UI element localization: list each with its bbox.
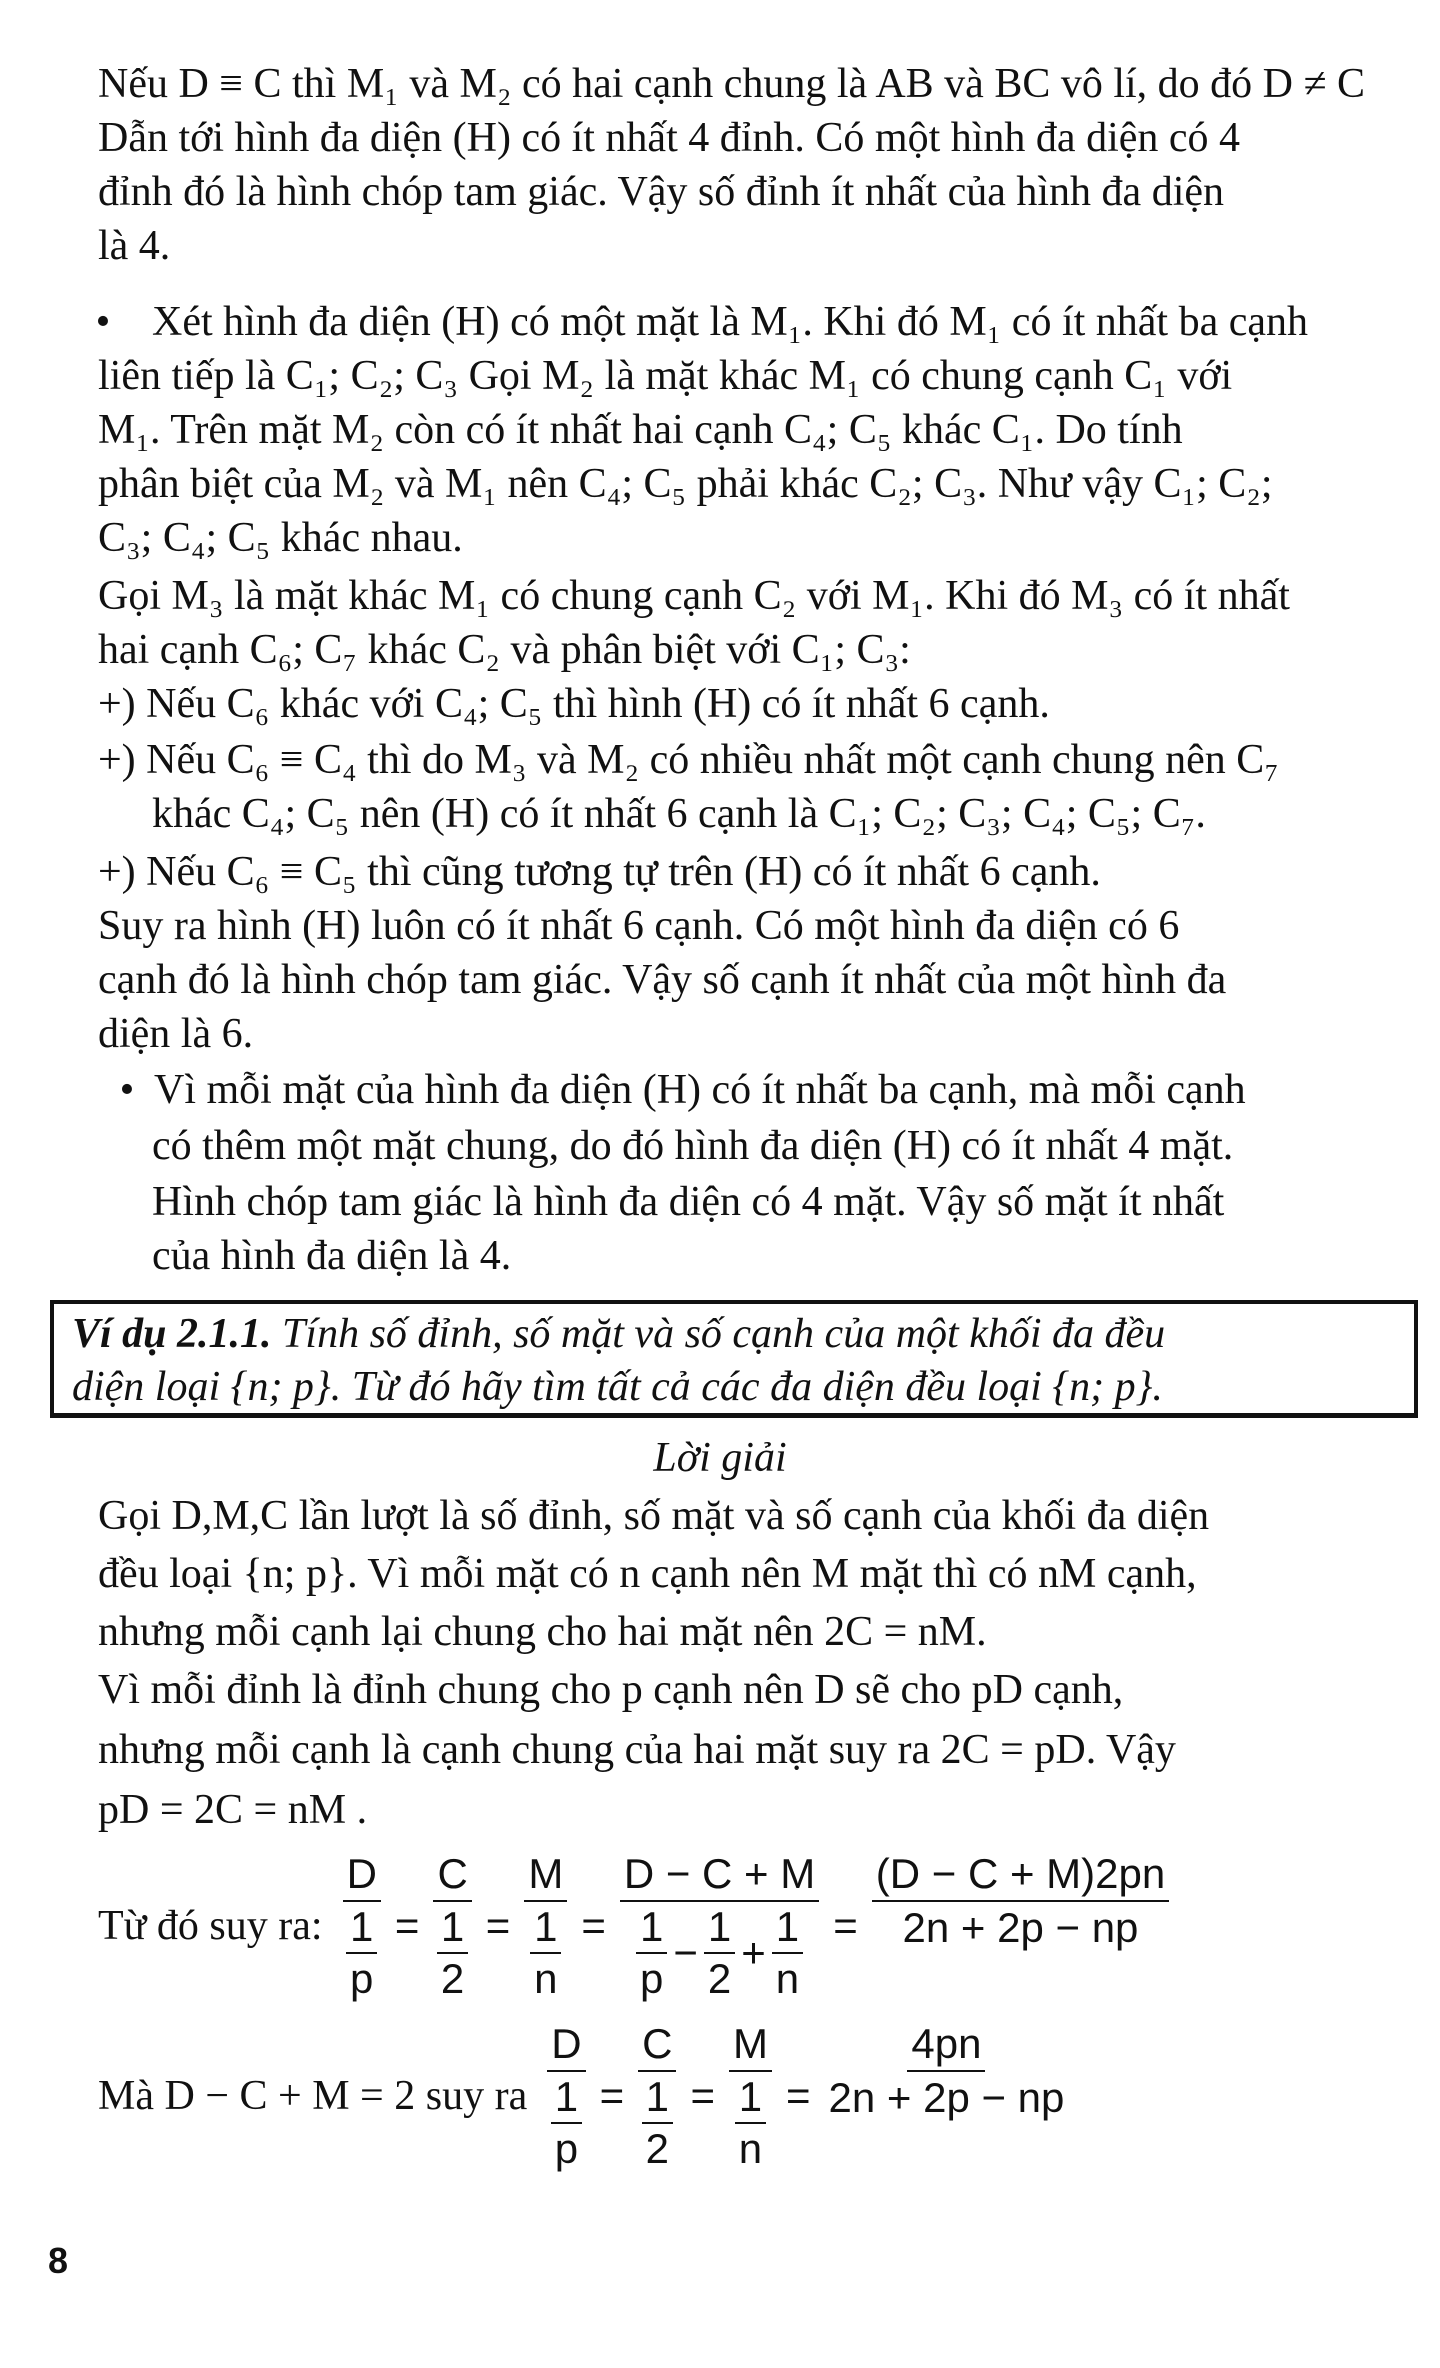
frac2-M-one: 1	[735, 2072, 766, 2124]
bullet-icon: •	[119, 1067, 135, 1113]
eq-sign: =	[581, 1902, 606, 1949]
eq-sign: =	[485, 1902, 511, 1949]
equation-2	[98, 2018, 1076, 2174]
frac-C-num: C	[433, 1848, 471, 1902]
frac2-D-p: p	[554, 2125, 579, 2172]
eq-sign: =	[785, 2072, 811, 2119]
solution-line-1: Gọi D,M,C lần lượt là số đỉnh, số mặt và số cạnh của khối đa diện	[98, 1493, 1210, 1539]
eq1-lead: Từ đó suy ra:	[98, 1903, 323, 1949]
bullet-1-line-1: Xét hình đa diện (H) có một mặt là M₁. Khi đó M₁ có ít nhất ba cạnh	[152, 299, 1309, 345]
bullet-2-line-4: của hình đa diện là 4.	[152, 1233, 512, 1279]
frac-D-p: p	[350, 1955, 374, 2002]
bullet-1-line-3: M₁. Trên mặt M₂ còn có ít nhất hai cạnh C₄; C₅ khác C₁. Do tính	[98, 407, 1183, 453]
frac2-C	[638, 2018, 676, 2174]
line-4: là 4.	[98, 223, 171, 269]
eq-sign: =	[690, 2072, 715, 2119]
frac-final	[872, 1848, 1169, 1954]
bullet-paragraph-2	[100, 1064, 1415, 1117]
frac-C	[433, 1848, 471, 2004]
bullet-1-line-5: C₃; C₄; C₅ khác nhau.	[98, 515, 463, 561]
frac2-final	[825, 2018, 1069, 2124]
frac-final-den: 2n + 2p − np	[902, 1904, 1139, 1951]
frac2-C-one: 1	[642, 2072, 673, 2124]
sum-one-b: 1	[704, 1902, 735, 1954]
line-2: Dẫn tới hình đa diện (H) có ít nhất 4 đỉnh. Có một hình đa diện có 4	[98, 115, 1241, 161]
solution-title: Lời giải	[653, 1435, 787, 1481]
frac2-final-num: 4pn	[907, 2018, 985, 2072]
line-1: Nếu D ≡ C thì M₁ và M₂ có hai cạnh chung là AB và BC vô lí, do đó D ≠ C	[98, 61, 1366, 107]
frac2-M	[729, 2018, 772, 2174]
equation-1	[98, 1848, 1177, 2004]
frac2-C-two: 2	[645, 2125, 669, 2172]
frac-sum-num: D − C + M	[620, 1848, 819, 1902]
frac-D	[343, 1848, 381, 2004]
bullet-1-line-2: liên tiếp là C₁; C₂; C₃ Gọi M₂ là mặt khác M₁ có chung cạnh C₁ với	[98, 353, 1233, 399]
para-goi-line-2: hai cạnh C₆; C₇ khác C₂ và phân biệt với C₁; C₃:	[98, 627, 911, 673]
frac-M	[524, 1848, 567, 2004]
bullet-paragraph-1	[54, 296, 1414, 349]
example-text-1: Tính số đỉnh, số mặt và số cạnh của một khối đa đều	[282, 1311, 1166, 1357]
frac-D-num: D	[343, 1848, 381, 1902]
case-3: +) Nếu C₆ ≡ C₅ thì cũng tương tự trên (H) có ít nhất 6 cạnh.	[98, 849, 1101, 895]
frac-C-one: 1	[437, 1902, 468, 1954]
example-label: Ví dụ 2.1.1.	[72, 1311, 272, 1357]
sum-one-c: 1	[772, 1902, 803, 1954]
case-2-line-1: +) Nếu C₆ ≡ C₄ thì do M₃ và M₂ có nhiều nhất một cạnh chung nên C₇	[98, 737, 1279, 783]
page-number: 8	[48, 2240, 69, 2281]
bullet-2-line-2: có thêm một mặt chung, do đó hình đa diện (H) có ít nhất 4 mặt.	[152, 1123, 1234, 1169]
sum-minus: −	[673, 1929, 698, 1976]
sum-two: 2	[707, 1955, 732, 2002]
frac-sum	[620, 1848, 819, 2004]
conclusion-line-3: diện là 6.	[98, 1011, 254, 1057]
frac2-D	[547, 2018, 585, 2174]
frac2-D-one: 1	[551, 2072, 582, 2124]
sum-plus: +	[741, 1929, 766, 1976]
frac2-M-num: M	[729, 2018, 772, 2072]
solution-line-6: pD = 2C = nM .	[98, 1787, 368, 1833]
solution-line-4: Vì mỗi đỉnh là đỉnh chung cho p cạnh nên D sẽ cho pD cạnh,	[98, 1667, 1124, 1713]
frac-M-n: n	[534, 1955, 558, 2002]
eq-sign: =	[599, 2072, 625, 2119]
eq-sign: =	[394, 1902, 420, 1949]
frac-M-num: M	[524, 1848, 567, 1902]
conclusion-line-2: cạnh đó là hình chóp tam giác. Vậy số cạnh ít nhất của một hình đa	[98, 957, 1227, 1003]
frac2-final-den: 2n + 2p − np	[828, 2074, 1065, 2121]
frac2-D-num: D	[547, 2018, 585, 2072]
frac-D-one: 1	[346, 1902, 377, 1954]
sum-n: n	[775, 1955, 800, 2002]
eq-sign: =	[833, 1902, 858, 1949]
bullet-2-line-3: Hình chóp tam giác là hình đa diện có 4 mặt. Vậy số mặt ít nhất	[152, 1179, 1225, 1225]
sum-one-a: 1	[636, 1902, 667, 1954]
solution-line-3: nhưng mỗi cạnh lại chung cho hai mặt nên 2C = nM.	[98, 1609, 987, 1655]
frac2-C-num: C	[638, 2018, 676, 2072]
conclusion-line-1: Suy ra hình (H) luôn có ít nhất 6 cạnh. Có một hình đa diện có 6	[98, 903, 1180, 949]
frac-C-two: 2	[440, 1955, 465, 2002]
bullet-2-line-1: Vì mỗi mặt của hình đa diện (H) có ít nhất ba cạnh, mà mỗi cạnh	[154, 1067, 1246, 1113]
example-box	[50, 1300, 1418, 1418]
solution-line-2: đều loại {n; p}. Vì mỗi mặt có n cạnh nên M mặt thì có nM cạnh,	[98, 1551, 1197, 1597]
sum-p: p	[639, 1955, 664, 2002]
bullet-icon: •	[95, 299, 111, 345]
frac-M-one: 1	[530, 1902, 561, 1954]
frac2-M-n: n	[738, 2125, 763, 2172]
para-goi-line-1: Gọi M₃ là mặt khác M₁ có chung cạnh C₂ với M₁. Khi đó M₃ có ít nhất	[98, 573, 1290, 619]
line-3: đỉnh đó là hình chóp tam giác. Vậy số đỉnh ít nhất của hình đa diện	[98, 169, 1225, 215]
frac-final-num: (D − C + M)2pn	[872, 1848, 1169, 1902]
case-2-line-2: khác C₄; C₅ nên (H) có ít nhất 6 cạnh là C₁; C₂; C₃; C₄; C₅; C₇.	[152, 791, 1206, 837]
case-1: +) Nếu C₆ khác với C₄; C₅ thì hình (H) có ít nhất 6 cạnh.	[98, 681, 1050, 727]
example-text-2: diện loại {n; p}. Từ đó hãy tìm tất cả các đa diện đều loại {n; p}.	[72, 1364, 1163, 1410]
bullet-1-line-4: phân biệt của M₂ và M₁ nên C₄; C₅ phải khác C₂; C₃. Như vậy C₁; C₂;	[98, 461, 1273, 507]
solution-line-5: nhưng mỗi cạnh là cạnh chung của hai mặt suy ra 2C = pD. Vậy	[98, 1727, 1176, 1773]
eq2-lead: Mà D − C + M = 2 suy ra	[98, 2073, 528, 2119]
